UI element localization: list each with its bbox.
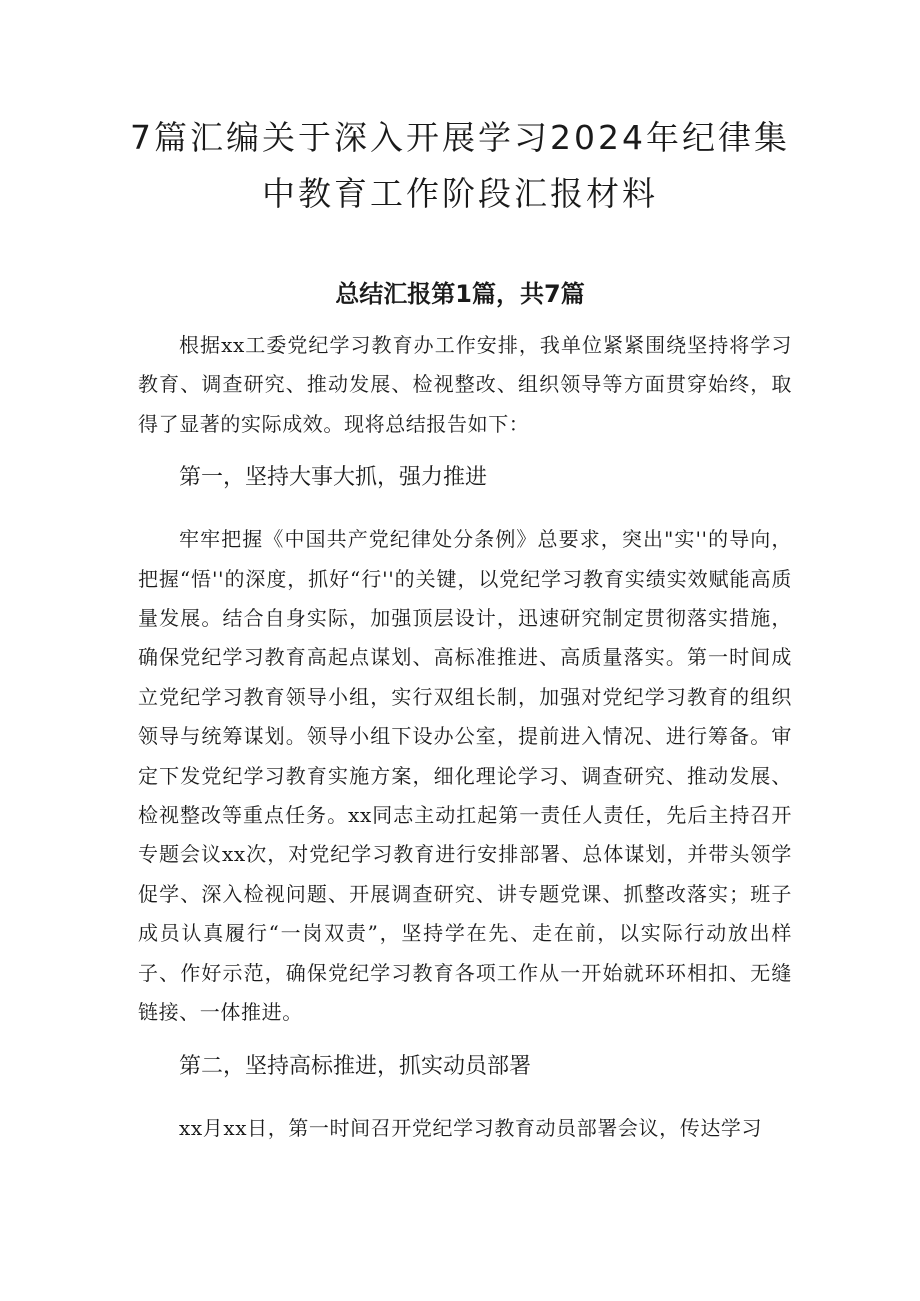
point-2-heading: 第二，坚持高标推进，抓实动员部署 <box>179 1053 532 1079</box>
section-heading: 总结汇报第1篇，共7篇 <box>335 280 585 308</box>
document-title-line-2: 中教育工作阶段汇报材料 <box>262 174 658 213</box>
intro-paragraph: 根据xx工委党纪学习教育办工作安排，我单位紧紧围绕坚持将学习教育、调查研究、推动发展、检视整改、组织领导等方面贯穿始终，取得了显著的实际成效。现将总结报告如下： <box>138 333 792 436</box>
point-1-heading: 第一，坚持大事大抓，强力推进 <box>179 465 488 491</box>
document-title-line-1: 7篇汇编关于深入开展学习2024年纪律集 <box>130 118 790 157</box>
document-body <box>138 326 792 1162</box>
point-2-paragraph: xx月xx日，第一时间召开党纪学习教育动员部署会议，传达学习 <box>179 1115 763 1140</box>
point-1-paragraph: 牢牢把握《中国共产党纪律处分条例》总要求，突出"实''的导向，把握“悟''的深度，抓好“行''的关键，以党纪学习教育实绩实效赋能高质量发展。结合自身实际，加强顶层设计，迅速研究制定贯彻落实措施，确保党纪学习教育高起点谋划、高标准推进、高质量落实。第一时间成立党纪学习教育领导小组，实行双组长制，加强对党纪学习教育的组织领导与统筹谋划。领导小组下设办公室，提前进入情况、进行筹备。审定下发党纪学习教育实施方案，细化理论学习、调查研究、推动发展、检视整改等重点任务。xx同志主动扛起第一责任人责任，先后主持召开专题会议xx次，对党纪学习教育进行安排部署、总体谋划，并带头领学促学、深入检视问题、开展调查研究、讲专题党课、抓整改落实；班子成员认真履行“一岗双责”，坚持学在先、走在前，以实际行动放出样子、作好示范，确保党纪学习教育各项工作从一开始就环环相扣、无缝链接、一体推进。 <box>138 527 792 1025</box>
